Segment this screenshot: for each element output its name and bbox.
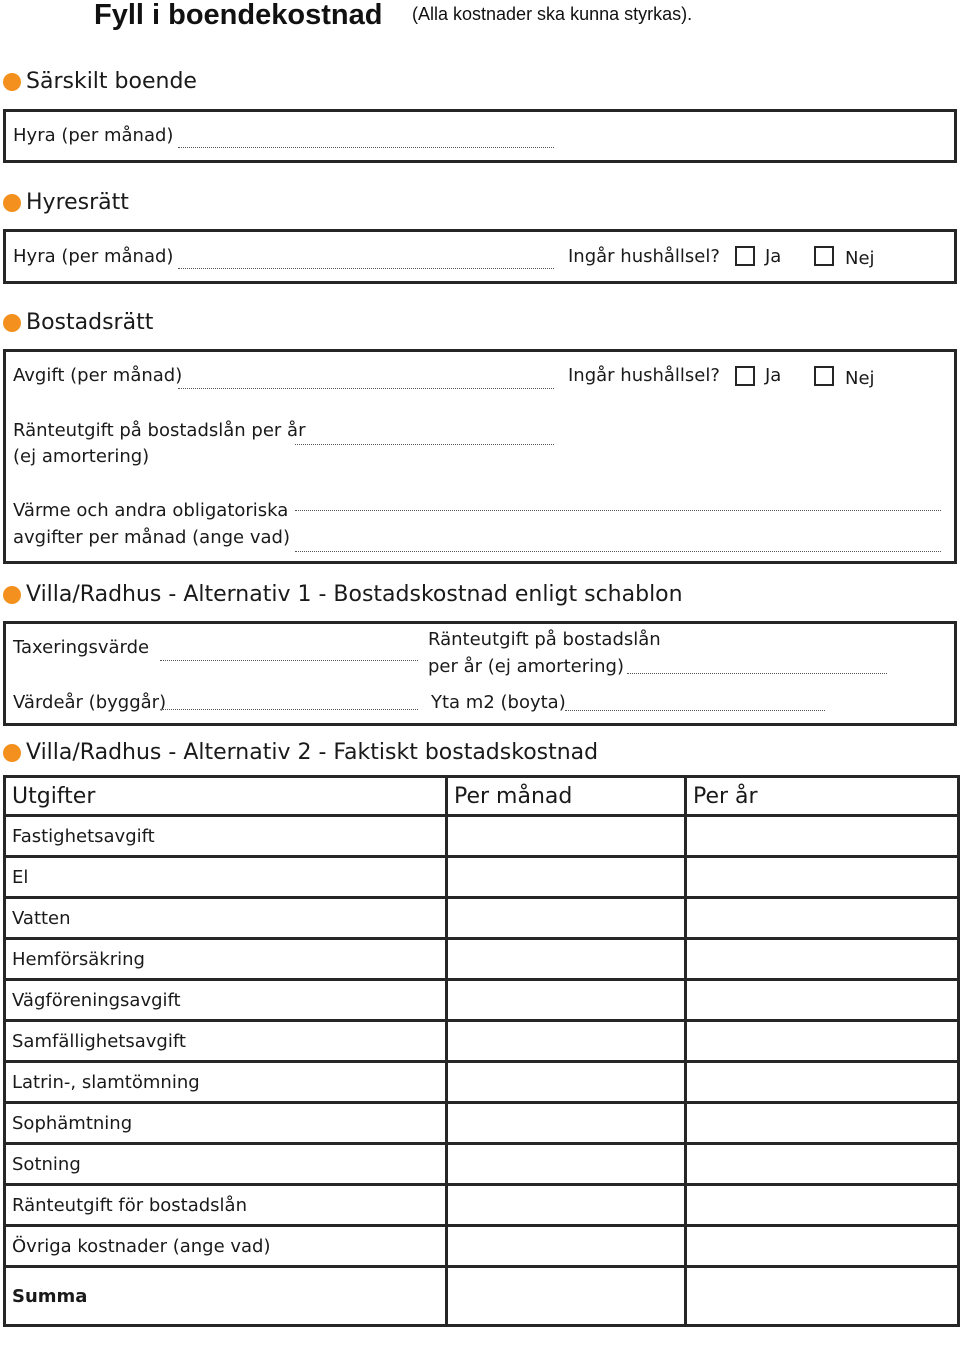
row-label: Hemförsäkring: [5, 939, 447, 980]
table-row: [5, 1021, 959, 1062]
bullet-icon: [3, 744, 21, 762]
hyra-label: Hyra (per månad): [13, 125, 174, 146]
ja-checkbox[interactable]: [735, 366, 755, 386]
hyra-field[interactable]: [178, 147, 554, 148]
per-ar-cell[interactable]: [686, 1226, 959, 1267]
per-ar-cell[interactable]: [686, 1103, 959, 1144]
column-header-utgifter: Utgifter: [5, 777, 447, 816]
per-ar-cell[interactable]: [686, 1062, 959, 1103]
varme-field-line2[interactable]: [295, 551, 941, 552]
section-sarskilt-boende: [3, 69, 197, 95]
table-row: [5, 898, 959, 939]
table-row: [5, 816, 959, 857]
section-villa-alt2: [3, 740, 598, 766]
sum-row: [5, 1267, 959, 1326]
hushallsel-question: Ingår hushållsel?: [568, 365, 720, 386]
ja-checkbox[interactable]: [735, 246, 755, 266]
sum-per-ar-cell[interactable]: [686, 1267, 959, 1326]
per-ar-cell[interactable]: [686, 1185, 959, 1226]
ranta-label-line2: per år (ej amortering): [428, 656, 624, 677]
vardear-field[interactable]: [160, 709, 418, 710]
sum-label: Summa: [5, 1267, 447, 1326]
page-note: (Alla kostnader ska kunna styrkas).: [412, 4, 693, 24]
ranta-field[interactable]: [627, 673, 887, 674]
per-manad-cell[interactable]: [447, 1103, 686, 1144]
per-ar-cell[interactable]: [686, 939, 959, 980]
table-row: [5, 1062, 959, 1103]
per-ar-cell[interactable]: [686, 898, 959, 939]
avgift-field[interactable]: [178, 388, 554, 389]
section-bostadsratt: [3, 310, 153, 336]
per-manad-cell[interactable]: [447, 816, 686, 857]
avgift-label: Avgift (per månad): [13, 365, 183, 386]
per-manad-cell[interactable]: [447, 1062, 686, 1103]
per-ar-cell[interactable]: [686, 1021, 959, 1062]
per-ar-cell[interactable]: [686, 980, 959, 1021]
yta-field[interactable]: [565, 710, 825, 711]
per-manad-cell[interactable]: [447, 1021, 686, 1062]
row-label: Vatten: [5, 898, 447, 939]
bullet-icon: [3, 314, 21, 332]
table-row: [5, 939, 959, 980]
section-villa-alt1: [3, 582, 683, 608]
yta-label: Yta m2 (boyta): [431, 692, 566, 713]
nej-label: Nej: [845, 248, 875, 269]
per-manad-cell[interactable]: [447, 1226, 686, 1267]
nej-checkbox[interactable]: [814, 246, 834, 266]
per-manad-cell[interactable]: [447, 857, 686, 898]
row-label: Samfällighetsavgift: [5, 1021, 447, 1062]
column-header-per-ar: Per år: [686, 777, 959, 816]
ranta-label-line1: Ränteutgift på bostadslån: [428, 629, 661, 650]
nej-checkbox[interactable]: [814, 366, 834, 386]
table-row: [5, 1226, 959, 1267]
section-heading: Särskilt boende: [26, 69, 197, 94]
sum-per-manad-cell[interactable]: [447, 1267, 686, 1326]
column-header-per-manad: Per månad: [447, 777, 686, 816]
per-manad-cell[interactable]: [447, 1144, 686, 1185]
ja-label: Ja: [765, 365, 782, 386]
per-ar-cell[interactable]: [686, 816, 959, 857]
row-label: Ränteutgift för bostadslån: [5, 1185, 447, 1226]
bullet-icon: [3, 73, 21, 91]
table-row: [5, 980, 959, 1021]
varme-label-line2: avgifter per månad (ange vad): [13, 527, 290, 548]
section-heading: Hyresrätt: [26, 190, 129, 215]
table-row: [5, 1144, 959, 1185]
row-label: El: [5, 857, 447, 898]
per-manad-cell[interactable]: [447, 898, 686, 939]
per-ar-cell[interactable]: [686, 857, 959, 898]
hyra-label: Hyra (per månad): [13, 246, 174, 267]
bullet-icon: [3, 194, 21, 212]
hushallsel-question: Ingår hushållsel?: [568, 246, 720, 267]
ranta-label-line1: Ränteutgift på bostadslån per år: [13, 420, 306, 441]
table-row: [5, 857, 959, 898]
per-manad-cell[interactable]: [447, 939, 686, 980]
per-manad-cell[interactable]: [447, 980, 686, 1021]
table-row: [5, 1185, 959, 1226]
taxeringsvarde-label: Taxeringsvärde: [13, 637, 150, 658]
ja-label: Ja: [765, 246, 782, 267]
row-label: Sophämtning: [5, 1103, 447, 1144]
costs-table: [3, 775, 960, 1327]
section-heading: Villa/Radhus - Alternativ 2 - Faktiskt bostadskostnad: [26, 740, 599, 765]
row-label: Övriga kostnader (ange vad): [5, 1226, 447, 1267]
row-label: Sotning: [5, 1144, 447, 1185]
page-title: Fyll i boendekostnad: [94, 0, 383, 31]
row-label: Vägföreningsavgift: [5, 980, 447, 1021]
section-heading: Villa/Radhus - Alternativ 1 - Bostadskostnad enligt schablon: [26, 582, 683, 607]
bullet-icon: [3, 586, 21, 604]
section-hyresratt: [3, 190, 129, 216]
taxeringsvarde-field[interactable]: [160, 660, 418, 661]
per-ar-cell[interactable]: [686, 1144, 959, 1185]
ranta-label-line2: (ej amortering): [13, 446, 150, 467]
per-manad-cell[interactable]: [447, 1185, 686, 1226]
row-label: Fastighetsavgift: [5, 816, 447, 857]
row-label: Latrin-, slamtömning: [5, 1062, 447, 1103]
varme-label-line1: Värme och andra obligatoriska: [13, 500, 289, 521]
varme-field-line1[interactable]: [295, 510, 941, 511]
vardear-label: Värdeår (byggår): [13, 692, 167, 713]
section-heading: Bostadsrätt: [26, 310, 154, 335]
nej-label: Nej: [845, 368, 875, 389]
hyra-field[interactable]: [178, 268, 554, 269]
ranta-field[interactable]: [295, 444, 554, 445]
table-header-row: [5, 777, 959, 816]
table-row: [5, 1103, 959, 1144]
